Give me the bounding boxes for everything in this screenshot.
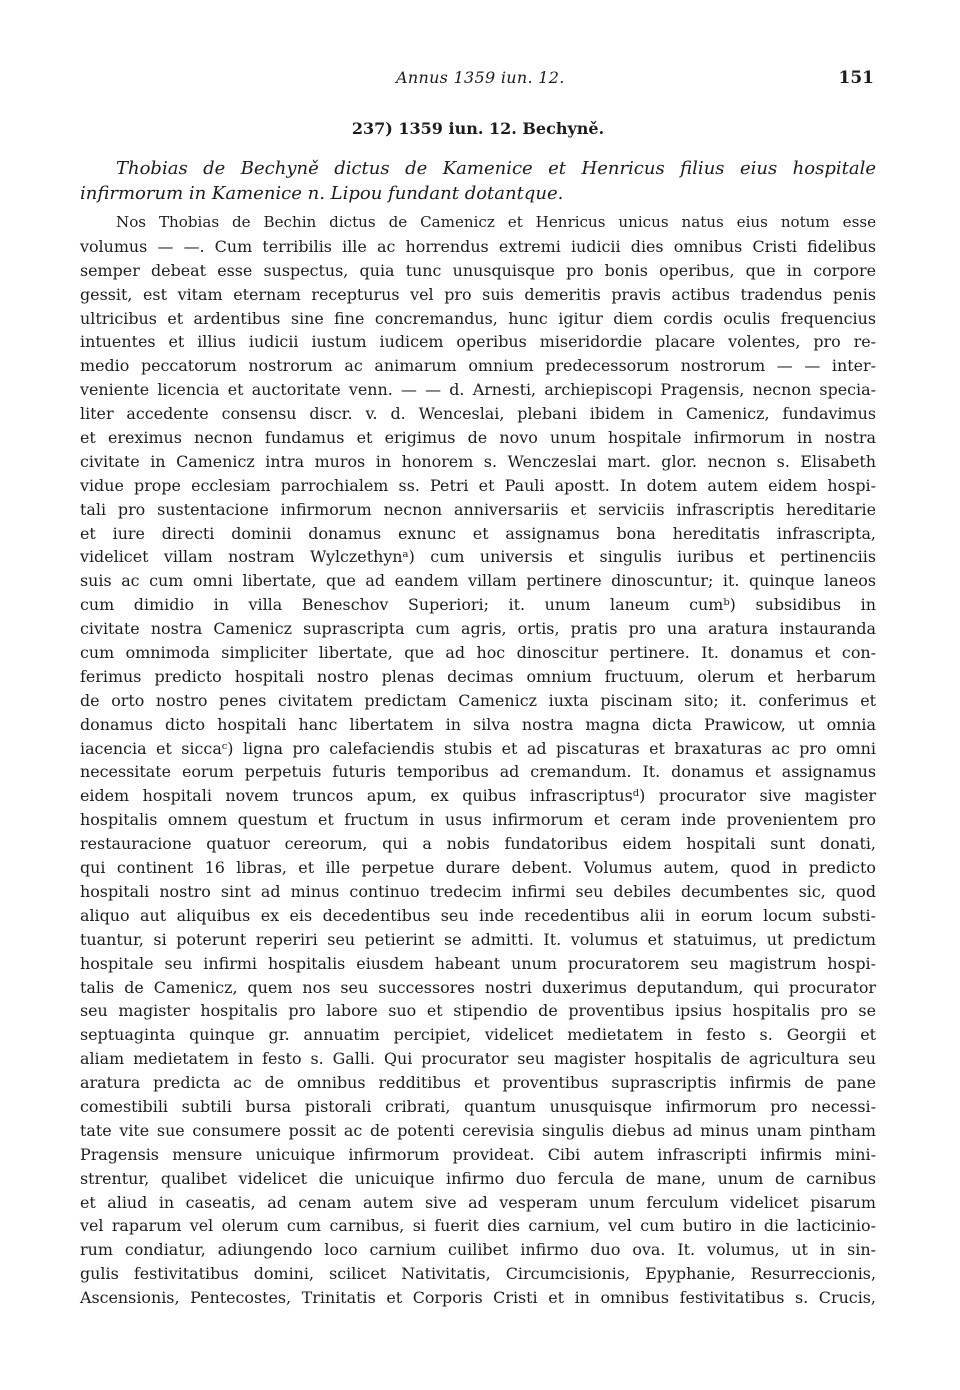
text-line: qui continent 16 libras, et ille perpetue durare debent. Volumus autem, quod in predicto bbox=[80, 858, 876, 878]
text-line: et aliud in caseatis, ad cenam autem sive ad vesperam unum ferculum videlicet pisarum bbox=[80, 1192, 876, 1212]
text-line: intuentes et illius iudicii iustum iudicem operibus miseridordie placare volentes, pro re- bbox=[80, 332, 876, 352]
document-page bbox=[80, 0, 876, 1390]
text-line: talis de Camenicz, quem nos seu successores nostri duxerimus deputandum, qui procurator bbox=[80, 977, 876, 997]
text-line: restauracione quatuor cereorum, qui a nobis fundatoribus eidem hospitali sunt donati, bbox=[80, 834, 876, 854]
charter-body-text bbox=[80, 211, 876, 1310]
text-line: gulis festivitatibus domini, scilicet Nativitatis, Circumcisionis, Epyphanie, Resurreccionis, bbox=[80, 1264, 876, 1284]
text-line: iacencia et siccaᶜ) ligna pro calefaciendis stubis et ad piscaturas et braxaturas ac pro omni bbox=[80, 738, 876, 758]
document-heading: 237) 1359 iun. 12. Bechyně. bbox=[351, 119, 605, 138]
text-line: ultricibus et ardentibus sine fine concremandus, hunc igitur diem cordis oculis frequencius bbox=[80, 308, 876, 328]
text-line: gessit, est vitam eternam recepturus vel pro suis demeritis pravis actibus tradendus penis bbox=[80, 284, 876, 304]
page-number: 151 bbox=[838, 68, 874, 88]
text-line: civitate nostra Camenicz suprascripta cum agris, ortis, pratis pro una aratura instauranda bbox=[80, 619, 876, 639]
text-line: tali pro sustentacione infirmorum necnon anniversariis et serviciis infrascriptis hereditarie bbox=[80, 499, 876, 519]
text-line: ferimus predicto hospitali nostro plenas decimas omnium fructuum, olerum et herbarum bbox=[80, 666, 876, 686]
text-line: medio peccatorum nostrorum ac animarum omnium predecessorum nostrorum — — inter- bbox=[80, 356, 876, 376]
text-line: aratura predicta ac de omnibus redditibus et proventibus suprascriptis infirmis de pane bbox=[80, 1073, 876, 1093]
text-line: vel raparum vel olerum cum carnibus, si fuerit dies carnium, vel cum butiro in die lacticinio- bbox=[80, 1216, 876, 1236]
text-line: volumus — —. Cum terribilis ille ac horrendus extremi iudicii dies omnibus Cristi fidelibus bbox=[80, 236, 876, 256]
text-line: hospitale seu infirmi hospitalis eiusdem habeant unum procuratorem seu magistrum hospi- bbox=[80, 953, 876, 973]
text-line: veniente licencia et auctoritate venn. — — d. Arnesti, archiepiscopi Pragensis, necnon specia- bbox=[80, 380, 876, 400]
text-line: civitate in Camenicz intra muros in honorem s. Wenczeslai mart. glor. necnon s. Elisabeth bbox=[80, 451, 876, 471]
text-line: aliquo aut aliquibus ex eis decedentibus seu inde recedentibus alii in eorum locum substi- bbox=[80, 905, 876, 925]
text-line: strentur, qualibet videlicet die unicuique infirmo duo fercula de mane, unum de carnibus bbox=[80, 1168, 876, 1188]
text-line: seu magister hospitalis pro labore suo et stipendio de proventibus ipsius hospitalis pro se bbox=[80, 1001, 876, 1021]
text-line: tate vite sue consumere possit ac de potenti cerevisia singulis diebus ad minus unam pintham bbox=[80, 1120, 876, 1140]
text-line: aliam medietatem in festo s. Galli. Qui procurator seu magister hospitalis de agricultura seu bbox=[80, 1049, 876, 1069]
text-line: et ereximus necnon fundamus et erigimus de novo unum hospitale infirmorum in nostra bbox=[80, 428, 876, 448]
text-line: eidem hospitali novem truncos apum, ex quibus infrascriptusᵈ) procurator sive magister bbox=[80, 786, 876, 806]
text-line: hospitalis omnem questum et fructum in usus infirmorum et ceram inde provenientem pro bbox=[80, 810, 876, 830]
text-line: hospitali nostro sint ad minus continuo tredecim infirmi seu debiles decumbentes sic, quod bbox=[80, 881, 876, 901]
text-line: vidue prope ecclesiam parrochialem ss. Petri et Pauli apostt. In dotem autem eidem hospi- bbox=[80, 475, 876, 495]
text-line: Nos Thobias de Bechin dictus de Camenicz et Henricus unicus natus eius notum esse bbox=[116, 213, 876, 231]
text-line: et iure directi dominii donamus exnunc et assignamus bona hereditatis infrascripta, bbox=[80, 523, 876, 543]
text-line: cum omnimoda simpliciter libertate, que ad hoc dinoscitur pertinere. It. donamus et con- bbox=[80, 643, 876, 663]
text-line: tuantur, si poterunt reperiri seu petierint se admitti. It. volumus et statuimus, ut predictum bbox=[80, 929, 876, 949]
text-line: necessitate eorum perpetuis futuris temporibus ad cremandum. It. donamus et assignamus bbox=[80, 762, 876, 782]
text-line: donamus dicto hospitali hanc libertatem in silva nostra magna dicta Prawicow, ut omnia bbox=[80, 714, 876, 734]
text-line: cum dimidio in villa Beneschov Superiori; it. unum laneum cumᵇ) subsidibus in bbox=[80, 595, 876, 615]
text-line: septuaginta quinque gr. annuatim percipiet, videlicet medietatem in festo s. Georgii et bbox=[80, 1025, 876, 1045]
text-line: Ascensionis, Pentecostes, Trinitatis et Corporis Cristi et in omnibus festivitatibus s. Crucis, bbox=[80, 1288, 876, 1308]
running-head-title: Annus 1359 iun. 12. bbox=[396, 68, 565, 87]
text-line: videlicet villam nostram Wylczethynᵃ) cum universis et singulis iuribus et pertinenciis bbox=[80, 547, 876, 567]
regest-summary: Thobias de Bechyně dictus de Kamenice et Henricus filius eius hospitale infirmorum in Kamenice n. Lipou fundant dotantque. bbox=[80, 158, 876, 204]
text-line: liter accedente consensu discr. v. d. Wenceslai, plebani ibidem in Camenicz, fundavimus bbox=[80, 404, 876, 424]
text-line: suis ac cum omni libertate, que ad eandem villam pertinere dinoscuntur; it. quinque laneos bbox=[80, 571, 876, 591]
text-line: semper debeat esse suspectus, quia tunc unusquisque pro bonis operibus, que in corpore bbox=[80, 260, 876, 280]
text-line: Pragensis mensure unicuique infirmorum provideat. Cibi autem infrascripti infirmis mini- bbox=[80, 1144, 876, 1164]
running-head bbox=[80, 68, 876, 94]
text-line: comestibili subtili bursa pistorali cribrati, quantum unusquisque infirmorum pro necessi- bbox=[80, 1096, 876, 1116]
text-line: de orto nostro penes civitatem predictam Camenicz iuxta piscinam sito; it. conferimus et bbox=[80, 690, 876, 710]
text-line: rum condiatur, adiungendo loco carnium cuilibet infirmo duo ova. It. volumus, ut in sin- bbox=[80, 1240, 876, 1260]
